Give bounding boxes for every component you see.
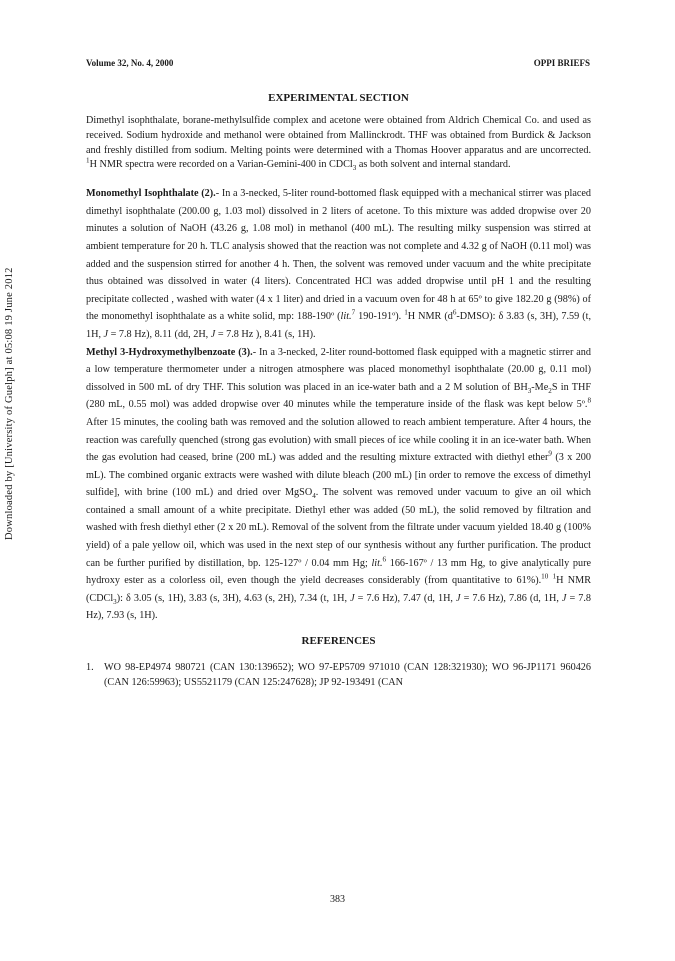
page-content: [86, 92, 591, 691]
compound-3-heading: Methyl 3-Hydroxymethylbenzoate (3).: [86, 346, 253, 358]
reference-number: 1.: [86, 662, 94, 674]
compound-2-heading: Monomethyl Isophthalate (2).: [86, 188, 216, 200]
references-title: REFERENCES: [301, 635, 376, 648]
reference-text: WO 98-EP4974 980721 (CAN 130:139652); WO 97-EP5709 971010 (CAN 128:321930); WO 96-JP1171 960426 (CAN 126:59963); US5521179 (CAN 125:247628); JP 92-193491 (CAN: [104, 662, 591, 688]
materials-paragraph: Dimethyl isophthalate, borane-methylsulfide complex and acetone were obtained from Aldrich Chemical Co. and used as received. Sodium hydroxide and methanol were obtained from Mallinckrodt. THF was obtained from Burdick & Jackson and freshly distilled from sodium. Melting points were determined with a Thomas Hoover apparatus and are uncorrected. $^1$H NMR spectra were recorded on a Varian-Gemini-400 in CDCl$_3$ as both solvent and internal standard.: [86, 115, 591, 173]
compound-2-procedure: Monomethyl Isophthalate (2).- In a 3-necked, 5-liter round-bottomed flask equipped with a mechanical stirrer was placed dimethyl isophthalate (200.00 g, 1.03 mol) dissolved in 2 liters of acetone. To this mixture was added dropwise over 20 minutes a solution of NaOH (43.26 g, 1.08 mol) in methanol (400 mL). The resulting milky suspension was stirred at ambient temperature for 20 h. TLC analysis showed that the reaction was not complete and 4.32 g of NaOH (0.11 mol) was added and the suspension stirred for another 4 h. Then, the solvent was removed under vacuum and the white precipitate thus obtained was dissolved in water (4 liters). Concentrated HCl was added dropwise until pH 1 and the resulting precipitate collected , washed with water (4 x 1 liter) and dried in a vacuum oven for 48 h at 65º to give 182.20 g (98%) of the monomethyl isophthalate as a white solid, mp: 188-190º (lit.$^7$ 190-191º). $^1$H NMR $(d^6-DMSO)$: δ 3.83 (s, 3H), 7.59 (t, 1H, J = 7.8 Hz), 8.11 (dd, 2H, J = 7.8 Hz ), 8.41 (s, 1H).: [86, 188, 591, 340]
download-watermark: Downloaded by [University of Guelph] at 05:08 19 June 2012: [4, 267, 15, 540]
volume-info: Volume 32, No. 4, 2000: [86, 58, 174, 68]
journal-section: OPPI BRIEFS: [533, 58, 590, 68]
page-number: 383: [330, 894, 345, 905]
reference-item: [86, 661, 591, 691]
compound-3-procedure: Methyl 3-Hydroxymethylbenzoate (3).- In a 3-necked, 2-liter round-bottomed flask equipped with a magnetic stirrer and a low temperature thermometer under a nitrogen atmosphere was placed monomethyl isophthalate (20.00 g, 0.11 mol) dissolved in 500 mL of dry THF. This solution was placed in an ice-water bath and a 2 M solution of $BH_3-Me_2S$ in THF (280 mL, 0.55 mol) was added dropwise over 40 minutes while the temperature inside of the flask was kept below 5º.$^8$ After 15 minutes, the cooling bath was removed and the solution allowed to reach ambient temperature. After 4 hours, the reaction was carefully quenched (strong gas evolution) with small pieces of ice while cooling it in an ice-water bath. When the gas evolution had ceased, brine (200 mL) was added and the resulting mixture extracted with diethyl ether$^9$ (3 x 200 mL). The combined organic extracts were washed with dilute bleach (200 mL) [in order to remove the excess of dimethyl sulfide], with brine (100 mL) and dried over MgSO$_4$. The solvent was removed under vacuum to give an oil which contained a small amount of a white precipitate. Diethyl ether was added (50 mL), the solid removed by filtration and washed with fresh diethyl ether (2 x 20 mL). Removal of the solvent from the filtrate under vacuum yielded 18.40 g (100% yield) of a pale yellow oil, which was used in the next step of our synthesis without any further purification. The product can be further purified by distillation, bp. 125-127º / 0.04 mm Hg; lit.$^6$ 166-167º / 13 mm Hg, to give analytically pure hydroxy ester as a colorless oil, even though the yield decreases considerably (from quantitative to 61%).$^{10}$ $^1$H NMR (CDCl$_3$): δ 3.05 (s, 1H), 3.83 (s, 3H), 4.63 (s, 2H), 7.34 (t, 1H, J = 7.6 Hz), 7.47 (d, 1H, J = 7.6 Hz), 7.86 (d, 1H, J = 7.8 Hz), 7.93 (s, 1H).: [86, 346, 592, 622]
section-title: EXPERIMENTAL SECTION: [268, 92, 409, 104]
